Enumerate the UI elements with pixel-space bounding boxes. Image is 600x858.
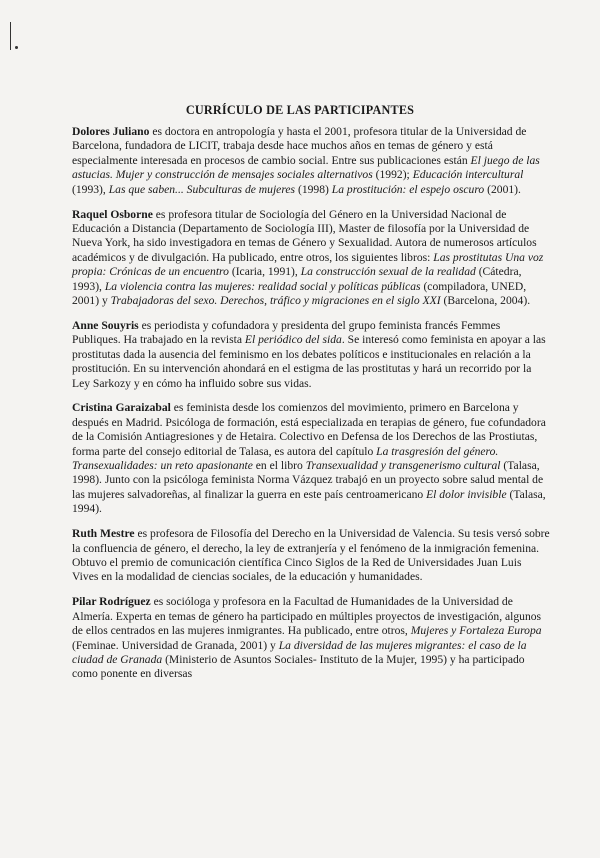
bio-paragraph — [72, 595, 550, 681]
bios-container — [72, 125, 550, 692]
margin-dot — [15, 46, 18, 49]
bio-text: . Se interesó como feminista en apoyar a las prostitutas dada la ausencia del feminismo en los debates políticos e institucionales en relación a la prostitución. En su intervención ahondará en el estigma de las prostitutas y hará un recorrido por la Ley Sarkozy y en cómo ha influido sobre sus vidas. — [72, 333, 546, 390]
person-name: Cristina Garaizabal — [72, 401, 171, 415]
publication-title: Las prostitutas Una voz propia: Crónicas de un encuentro — [72, 250, 544, 279]
publication-title: La construcción sexual de la realidad — [300, 265, 476, 279]
page-title: CURRÍCULO DE LAS PARTICIPANTES — [185, 103, 415, 117]
publication-title: El dolor invisible — [426, 487, 507, 501]
person-name: Dolores Juliano — [72, 125, 150, 138]
bio-text: (1992); — [372, 168, 413, 182]
person-name: Raquel Osborne — [72, 207, 153, 221]
bio-text: es socióloga y profesora en la Facultad de Humanidades de la Universidad de Almería. Experta en temas de género ha participado en múltiples proyectos de investigación, algunos de ellos centrados en las mujeres inmigrantes. Ha publicado, entre otros, — [72, 595, 542, 638]
publication-title: La prostitución: el espejo oscuro — [331, 182, 485, 196]
bio-text: es doctora en antropología y hasta el 2001, profesora titular de la Universidad de Barcelona, fundadora de LICIT, trabaja desde hace muchos años en temas de género y está especialmente interesada en procesos de cambio social. Entre sus publicaciones están — [72, 125, 527, 167]
bio-text: (compiladora, UNED, 2001) y — [72, 279, 527, 307]
margin-mark — [10, 22, 11, 50]
publication-title: Las que saben... Subculturas de mujeres — [108, 182, 296, 196]
bio-paragraph — [72, 125, 550, 197]
publication-title: La diversidad de las mujeres migrantes: el caso de la ciudad de Granada — [72, 638, 527, 666]
publication-title: La trasgresión del género. Transexualidades: un reto apasionante — [72, 444, 499, 473]
bio-text: (Talasa, 1994). — [72, 487, 546, 516]
publication-title: Trabajadoras del sexo. Derechos, tráfico y migraciones en el siglo XXI — [110, 293, 441, 307]
bio-text: (Barcelona, 2004). — [440, 293, 531, 307]
person-name: Pilar Rodríguez — [72, 595, 151, 609]
person-name: Ruth Mestre — [72, 527, 135, 541]
bio-text: (Talasa, 1998). Junto con la psicóloga feminista Norma Vázquez trabajó en un proyecto sobre salud mental de las mujeres salvadoreñas, al finalizar la guerra en este país centroamericano — [72, 459, 544, 501]
bio-paragraph — [72, 527, 550, 585]
bio-paragraph — [72, 319, 550, 391]
bio-text: (1993), — [72, 182, 109, 196]
publication-title: Transexualidad y transgenerismo cultural — [305, 459, 501, 473]
bio-text: (1998) — [295, 182, 332, 196]
bio-text: es feminista desde los comienzos del movimiento, primero en Barcelona y después en Madrid. Psicóloga de formación, está especializada en terapias de género, fue cofundadora de la Comisión Antiagresiones y de Hetaira. Colectivo en Defensa de los Derechos de las Prostiutas, forma parte del consejo editorial de Talasa, es autora del capítulo — [72, 401, 546, 458]
bio-text: (Feminae. Universidad de Granada, 2001) y — [72, 638, 279, 652]
bio-text: es periodista y cofundadora y presidenta del grupo feminista francés Femmes Publiques. Ha trabajado en la revista — [72, 318, 501, 347]
publication-title: La violencia contra las mujeres: realidad social y políticas públicas — [104, 279, 421, 293]
person-name: Anne Souyris — [72, 318, 139, 332]
bio-text: en el libro — [252, 459, 306, 473]
publication-title: Educación intercultural — [412, 168, 524, 182]
bio-text: (Icaria, 1991), — [228, 265, 301, 279]
bio-text: es profesora titular de Sociología del Género en la Universidad Nacional de Educación a Distancia (Departamento de Sociología III), Master de filosofía por la Universidad de Nueva York, ha sido investigadora en temas de Género y Sexualidad. Autora de numerosos artículos académicos y de divulgación. Ha publicado, entre otros, los siguientes libros: — [72, 207, 537, 264]
bio-paragraph — [72, 208, 550, 309]
bio-text: (2001). — [484, 182, 521, 196]
bio-paragraph — [72, 401, 550, 516]
bio-text: es profesora de Filosofía del Derecho en la Universidad de Valencia. Su tesis versó sobre la confluencia de género, el derecho, la ley de extranjería y el fenómeno de la inmigración femenina. Obtuvo el premio de comunicación científica Cinco Siglos de la Red de Universidades Juan Luis Vives en la modalidad de ciencias sociales, de la educación y humanidades. — [72, 527, 550, 584]
bio-text: (Cátedra, 1993), — [72, 265, 522, 293]
bio-text: (Ministerio de Asuntos Sociales- Instituto de la Mujer, 1995) y ha participado como ponente en diversas — [72, 652, 525, 681]
publication-title: Mujeres y Fortaleza Europa — [410, 624, 542, 638]
publication-title: El periódico del sida — [244, 333, 342, 347]
publication-title: El juego de las astucias. Mujer y construcción de mensajes sociales alternativos — [72, 153, 540, 182]
